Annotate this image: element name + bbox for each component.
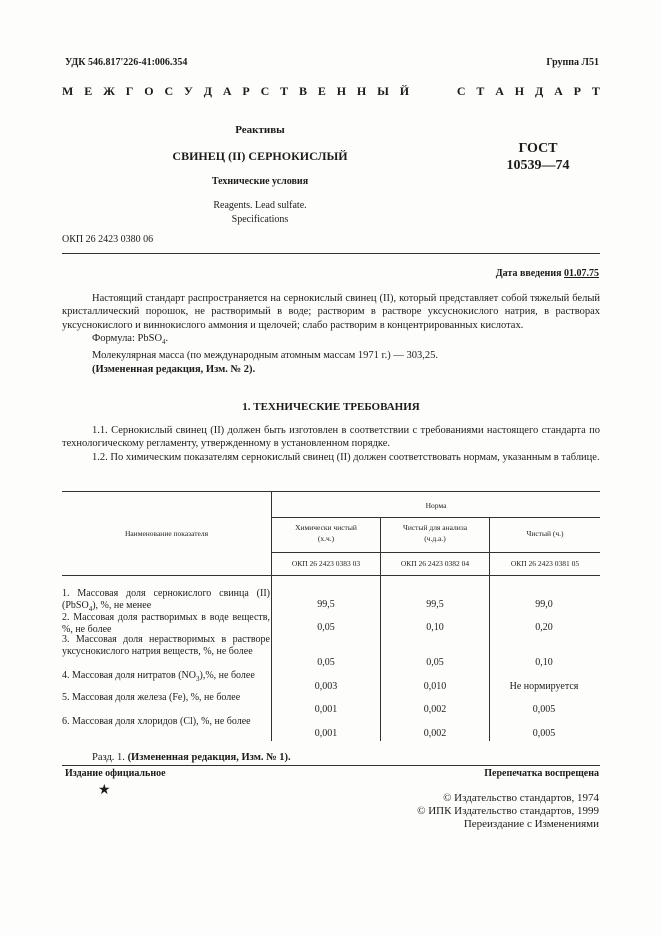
row-1-value-2: 99,5 [426, 599, 444, 610]
row-4-label-sub: 3 [196, 675, 200, 683]
row-1-value-1: 99,5 [317, 599, 335, 610]
english-title-line2: Specifications [231, 214, 289, 225]
reprint-prohibited: Перепечатка воспрещена [484, 768, 599, 779]
heading-letter: А [495, 84, 504, 98]
heading-letter: С [164, 84, 174, 98]
grade-okp-2: ОКП 26 2423 0382 04 [400, 559, 470, 568]
star-icon: ★ [98, 783, 111, 798]
udk-code: УДК 546.817'226-41:006.354 [65, 57, 188, 68]
row-4-value-1: 0,003 [314, 681, 338, 692]
copyright-1974: © Издательство стандартов, 1974 [443, 792, 599, 804]
table-row-4-label [62, 670, 270, 685]
heading-letter: Е [84, 84, 93, 98]
molecular-mass: Молекулярная масса (по международным атомным массам 1971 г.) — 303,25. [92, 350, 438, 362]
row-2-value-3: 0,20 [535, 622, 553, 633]
heading-letter: Р [242, 84, 250, 98]
heading-word-gap [420, 84, 446, 99]
grade-name-1 [272, 522, 380, 544]
formula-label: Формула: PbSO [92, 332, 163, 344]
grade-3-line1: Чистый (ч.) [526, 529, 564, 538]
row-6-value-3: 0,005 [532, 728, 556, 739]
edition-note-1: (Измененная редакция, Изм. № 1). [127, 752, 291, 763]
heading-letter: С [456, 84, 466, 98]
heading-letter: Ы [377, 84, 389, 98]
gost-number [488, 140, 588, 174]
heading-letter: С [260, 84, 270, 98]
heading-letter: Е [317, 84, 326, 98]
interstate-standard-heading [62, 84, 600, 99]
row-3-value-3: 0,10 [535, 657, 553, 668]
copyright-block [417, 792, 599, 831]
gost-code: 10539—74 [506, 158, 570, 173]
clause-1-1: 1.1. Сернокислый свинец (II) должен быть изготовлен в соответствии с требованиями настоящего стандарта по технологическому регламенту, утвержденному в установленном порядке. [62, 425, 600, 450]
reagents-label: Реактивы [235, 124, 285, 136]
row-6-value-1: 0,001 [314, 728, 338, 739]
section-1-title: 1. ТЕХНИЧЕСКИЕ ТРЕБОВАНИЯ [242, 401, 420, 413]
heading-letter: Т [280, 84, 289, 98]
official-edition: Издание официальное [65, 768, 166, 779]
row-4-value-2: 0,010 [423, 681, 447, 692]
section-ref: Разд. 1. [92, 752, 125, 763]
heading-letter: Ж [103, 84, 115, 98]
heading-letter: Й [399, 84, 410, 98]
table-row-1-label [62, 588, 270, 615]
row-3-value-1: 0,05 [317, 657, 335, 668]
title-divider [62, 253, 600, 254]
row-4-value-3: Не нормируется [509, 681, 579, 692]
heading-letter: Д [203, 84, 212, 98]
heading-letter: Т [476, 84, 485, 98]
grade-1-line2: (х.ч.) [317, 534, 335, 543]
row-6-value-2: 0,002 [423, 728, 447, 739]
row-2-value-1: 0,05 [317, 622, 335, 633]
heading-letter: Т [591, 84, 600, 98]
formula-line [62, 332, 600, 349]
heading-letter: Г [125, 84, 134, 98]
section-1-text [62, 424, 600, 464]
introduction-date-label: Дата введения [495, 268, 562, 279]
formula-end: . [165, 332, 169, 344]
table-grade-line [272, 552, 600, 553]
english-title-line1: Reagents. Lead sulfate. [213, 200, 307, 211]
grade-name-2 [381, 522, 489, 544]
row-3-value-2: 0,05 [426, 657, 444, 668]
table-norm-line [272, 517, 600, 518]
english-title [130, 199, 390, 227]
grade-2-line2: (ч.д.а.) [424, 534, 446, 543]
row-1-label-text: 1. Массовая доля сернокислого свинца (II) (PbSO [62, 588, 270, 611]
column-header-indicator: Наименование показателя [124, 529, 209, 538]
clause-1-2: 1.2. По химическим показателям сернокислый свинец (II) должен соответствовать нормам, указанным в таблице. [92, 451, 600, 463]
tech-conditions-label: Технические условия [211, 176, 309, 187]
copyright-1999: © ИПК Издательство стандартов, 1999 [417, 805, 599, 817]
row-5-value-1: 0,001 [314, 704, 338, 715]
heading-letter: Р [573, 84, 581, 98]
grade-2-line1: Чистый для анализа [402, 523, 468, 532]
formula-subscript: 4 [162, 337, 166, 346]
grade-name-3 [490, 528, 600, 539]
heading-letter: Н [514, 84, 525, 98]
heading-letter: У [184, 84, 193, 98]
document-title: СВИНЕЦ (II) СЕРНОКИСЛЫЙ [172, 149, 348, 163]
group-code: Группа Л51 [546, 57, 599, 68]
introduction-date-value: 01.07.75 [564, 268, 599, 279]
heading-letter: Д [534, 84, 544, 98]
grade-okp-3: ОКП 26 2423 0381 05 [510, 559, 580, 568]
row-5-value-2: 0,002 [423, 704, 447, 715]
heading-letter: Н [356, 84, 367, 98]
grade-okp-1: ОКП 26 2423 0383 03 [291, 559, 361, 568]
footer-divider [62, 765, 600, 766]
table-row-3-label: 3. Массовая доля нерастворимых в растворе уксуснокислого натрия веществ, %, не более [62, 634, 270, 657]
table-row-6-label: 6. Массовая доля хлоридов (Cl), %, не более [62, 716, 251, 727]
row-1-label-end: ), %, не менее [92, 600, 152, 611]
heading-letter: М [62, 84, 74, 98]
row-5-value-3: 0,005 [532, 704, 556, 715]
heading-letter: В [298, 84, 307, 98]
heading-letter: А [222, 84, 232, 98]
reissue-note: Переиздание с Изменениями [463, 818, 599, 830]
row-4-label-text: 4. Массовая доля нитратов (NO [62, 670, 196, 681]
gost-label: ГОСТ [518, 141, 558, 156]
intro-text [62, 292, 600, 376]
column-header-norm: Норма [425, 501, 447, 510]
intro-paragraph: Настоящий стандарт распространяется на сернокислый свинец (II), который представляет собой тяжелый белый кристаллический порошок, не растворимый в воде; растворим в растворе уксуснокислого натрия, в растворах уксуснокислого и виннокислого аммония и щелочей; слабо растворим в концентрированных кислотах. [62, 293, 600, 331]
row-1-value-3: 99,0 [535, 599, 553, 610]
table-row-2-label: 2. Массовая доля растворимых в воде веществ, %, не более [62, 612, 270, 635]
row-2-value-2: 0,10 [426, 622, 444, 633]
okp-code: ОКП 26 2423 0380 06 [62, 234, 154, 245]
edition-note-2: (Измененная редакция, Изм. № 2). [92, 363, 256, 375]
section-1-edition-note [62, 751, 600, 764]
row-4-label-end: ),%, не более [199, 670, 255, 681]
table-header-bottom-line [62, 575, 600, 576]
row-1-label-sub: 4 [88, 605, 93, 613]
table-row-5-label: 5. Массовая доля железа (Fe), %, не более [62, 692, 241, 703]
grade-1-line1: Химически чистый [295, 523, 357, 532]
heading-letter: Н [336, 84, 347, 98]
table-top-line [62, 491, 600, 492]
introduction-date [496, 268, 599, 279]
heading-letter: О [144, 84, 154, 98]
heading-letter: А [554, 84, 563, 98]
